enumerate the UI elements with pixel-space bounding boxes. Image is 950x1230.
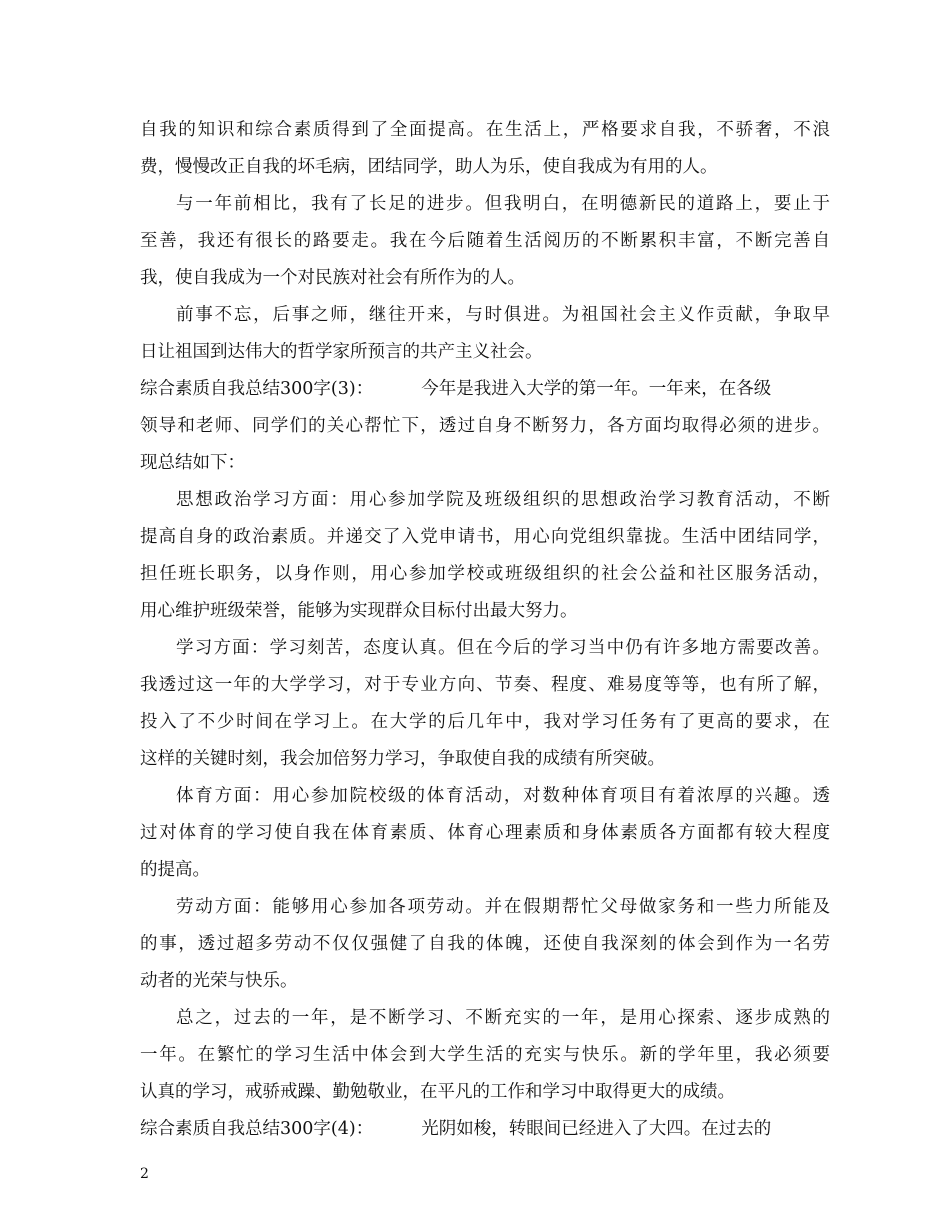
section-heading-line <box>140 377 830 401</box>
text-line: 担任班长职务，以身作则，用心参加学校或班级组织的社会公益和社区服务活动， <box>140 564 830 584</box>
text-line: 动者的光荣与快乐。 <box>140 971 298 991</box>
text-line: 前事不忘，后事之师，继往开来，与时俱进。为祖国社会主义作贡献，争取早 <box>176 305 830 325</box>
text-line: 体育方面：用心参加院校级的体育活动，对数种体育项目有着浓厚的兴趣。透 <box>176 786 830 806</box>
text-line: 这样的关键时刻，我会加倍努力学习，争取使自我的成绩有所突破。 <box>140 749 665 769</box>
text-run: 今年是我进入大学的第一年。一年来，在各级 <box>421 379 772 399</box>
text-line: 至善，我还有很长的路要走。我在今后随着生活阅历的不断累积丰富，不断完善自 <box>140 231 830 251</box>
text-line: 我透过这一年的大学学习，对于专业方向、节奏、程度、难易度等等，也有所了解， <box>140 675 830 695</box>
text-line: 与一年前相比，我有了长足的进步。但我明白，在明德新民的道路上，要止于 <box>176 194 830 214</box>
text-line: 领导和老师、同学们的关心帮忙下，透过自身不断努力，各方面均取得必须的进步。 <box>140 416 830 436</box>
text-line: 我，使自我成为一个对民族对社会有所作为的人。 <box>140 268 525 288</box>
text-line: 劳动方面：能够用心参加各项劳动。并在假期帮忙父母做家务和一些力所能及 <box>176 897 830 917</box>
text-line: 投入了不少时间在学习上。在大学的后几年中，我对学习任务有了更高的要求，在 <box>140 712 830 732</box>
text-line: 一年。在繁忙的学习生活中体会到大学生活的充实与快乐。新的学年里，我必须要 <box>140 1045 830 1065</box>
section-heading: 综合素质自我总结300字(4)： <box>140 1119 374 1139</box>
text-line: 日让祖国到达伟大的哲学家所预言的共产主义社会。 <box>140 342 543 362</box>
text-line: 费，慢慢改正自我的坏毛病，团结同学，助人为乐，使自我成为有用的人。 <box>140 157 718 177</box>
section-heading-line <box>140 1117 830 1141</box>
page-number: 2 <box>140 1166 149 1182</box>
text-line: 学习方面：学习刻苦，态度认真。但在今后的学习当中仍有许多地方需要改善。 <box>176 638 830 658</box>
text-line: 的事，透过超多劳动不仅仅强健了自我的体魄，还使自我深刻的体会到作为一名劳 <box>140 934 830 954</box>
text-line: 的提高。 <box>140 860 210 880</box>
text-line: 总之，过去的一年，是不断学习、不断充实的一年，是用心探索、逐步成熟的 <box>176 1008 830 1028</box>
text-line: 现总结如下： <box>140 453 245 473</box>
text-line: 思想政治学习方面：用心参加学院及班级组织的思想政治学习教育活动，不断 <box>176 490 830 510</box>
text-line: 自我的知识和综合素质得到了全面提高。在生活上，严格要求自我，不骄奢，不浪 <box>140 120 830 140</box>
text-line: 用心维护班级荣誉，能够为实现群众目标付出最大努力。 <box>140 601 578 621</box>
text-run: 光阴如梭，转眼间已经进入了大四。在过去的 <box>421 1119 772 1139</box>
text-line: 认真的学习，戒骄戒躁、勤勉敬业，在平凡的工作和学习中取得更大的成绩。 <box>140 1082 735 1102</box>
section-heading: 综合素质自我总结300字(3)： <box>140 379 374 399</box>
text-line: 提高自身的政治素质。并递交了入党申请书，用心向党组织靠拢。生活中团结同学， <box>140 527 830 547</box>
text-line: 过对体育的学习使自我在体育素质、体育心理素质和身体素质各方面都有较大程度 <box>140 823 830 843</box>
